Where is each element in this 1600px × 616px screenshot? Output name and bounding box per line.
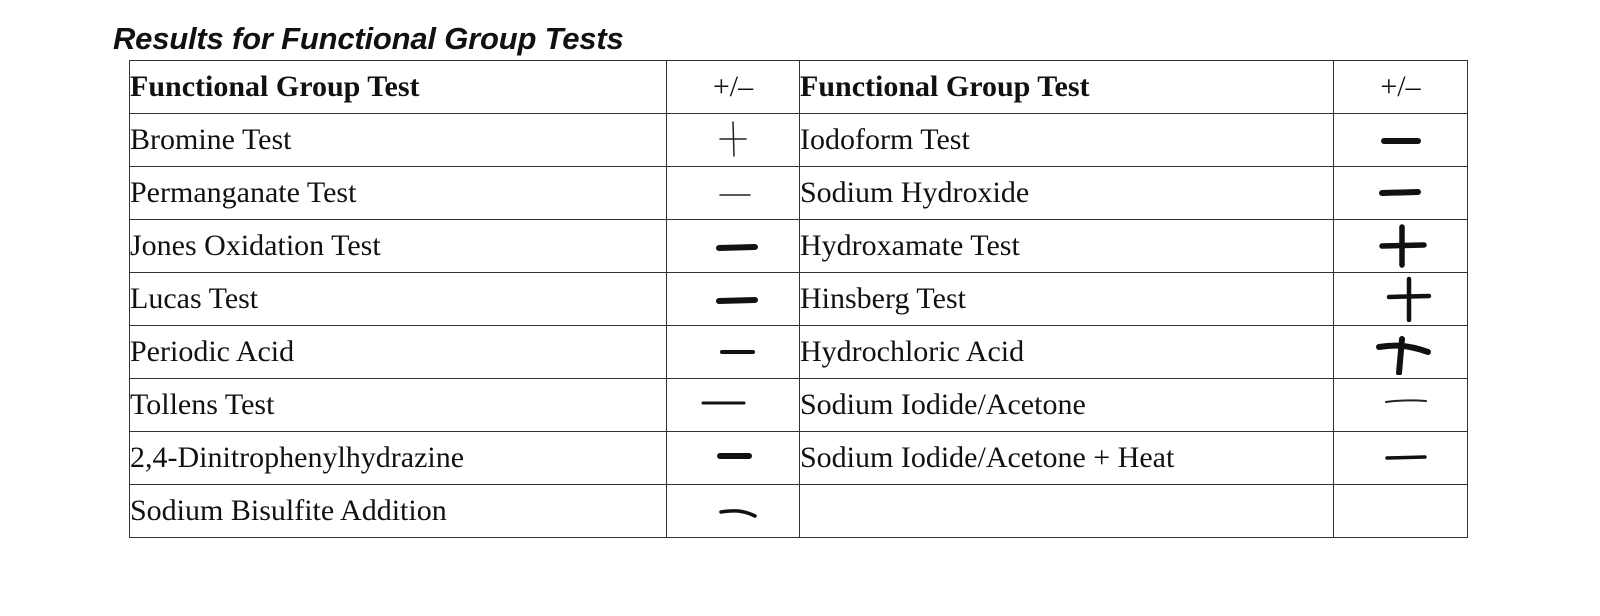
- result-mark-negative: [667, 485, 800, 538]
- test-name: Hydroxamate Test: [800, 220, 1334, 273]
- test-name: Bromine Test: [130, 114, 667, 167]
- handwritten-minus-mark: [678, 329, 788, 375]
- table-row: [130, 326, 1468, 379]
- header-result-right: +/–: [1334, 61, 1468, 114]
- test-name: 2,4-Dinitrophenylhydrazine: [130, 432, 667, 485]
- test-name: Sodium Bisulfite Addition: [130, 485, 667, 538]
- handwritten-minus-mark: [678, 276, 788, 322]
- handwritten-minus-mark: [678, 382, 788, 428]
- result-mark-negative: [1334, 167, 1468, 220]
- result-mark-negative: [1334, 114, 1468, 167]
- test-name: Iodoform Test: [800, 114, 1334, 167]
- result-mark-negative: [667, 432, 800, 485]
- handwritten-plus-mark: [1346, 223, 1456, 269]
- result-mark-positive: [1334, 220, 1468, 273]
- test-name: Permanganate Test: [130, 167, 667, 220]
- test-name-empty: [800, 485, 1334, 538]
- result-mark-negative: [667, 167, 800, 220]
- handwritten-minus-mark: [1346, 117, 1456, 163]
- handwritten-minus-mark: [678, 488, 788, 534]
- table-row: [130, 220, 1468, 273]
- handwritten-minus-mark: [678, 170, 788, 216]
- result-mark-negative: [667, 220, 800, 273]
- table-row: [130, 114, 1468, 167]
- test-name: Hinsberg Test: [800, 273, 1334, 326]
- result-mark-negative: [667, 273, 800, 326]
- test-name: Hydrochloric Acid: [800, 326, 1334, 379]
- test-name: Sodium Iodide/Acetone + Heat: [800, 432, 1334, 485]
- test-name: Jones Oxidation Test: [130, 220, 667, 273]
- table-row: [130, 273, 1468, 326]
- test-name: Periodic Acid: [130, 326, 667, 379]
- header-result-left: +/–: [667, 61, 800, 114]
- result-mark-negative: [1334, 432, 1468, 485]
- handwritten-minus-mark: [678, 435, 788, 481]
- test-name: Lucas Test: [130, 273, 667, 326]
- table-row: [130, 432, 1468, 485]
- header-test-left: Functional Group Test: [130, 61, 667, 114]
- table-title: Results for Functional Group Tests: [113, 21, 624, 56]
- handwritten-minus-mark: [678, 223, 788, 269]
- handwritten-plus-mark: [678, 117, 788, 163]
- handwritten-plus-mark: [1346, 276, 1456, 322]
- table-row: [130, 379, 1468, 432]
- table-row: [130, 167, 1468, 220]
- handwritten-minus-mark: [1346, 170, 1456, 216]
- test-name: Tollens Test: [130, 379, 667, 432]
- result-mark-negative: [667, 379, 800, 432]
- handwritten-minus-mark: [1346, 435, 1456, 481]
- result-mark-negative: [667, 326, 800, 379]
- test-name: Sodium Iodide/Acetone: [800, 379, 1334, 432]
- header-row: [130, 61, 1468, 114]
- handwritten-plus-mark: [1346, 329, 1456, 375]
- test-name: Sodium Hydroxide: [800, 167, 1334, 220]
- handwritten-minus-mark: [1346, 382, 1456, 428]
- result-mark-empty: [1334, 485, 1468, 538]
- result-mark-positive: [667, 114, 800, 167]
- results-table: [129, 60, 1468, 538]
- header-test-right: Functional Group Test: [800, 61, 1334, 114]
- table-row: [130, 485, 1468, 538]
- result-mark-positive: [1334, 273, 1468, 326]
- result-mark-positive: [1334, 326, 1468, 379]
- result-mark-negative: [1334, 379, 1468, 432]
